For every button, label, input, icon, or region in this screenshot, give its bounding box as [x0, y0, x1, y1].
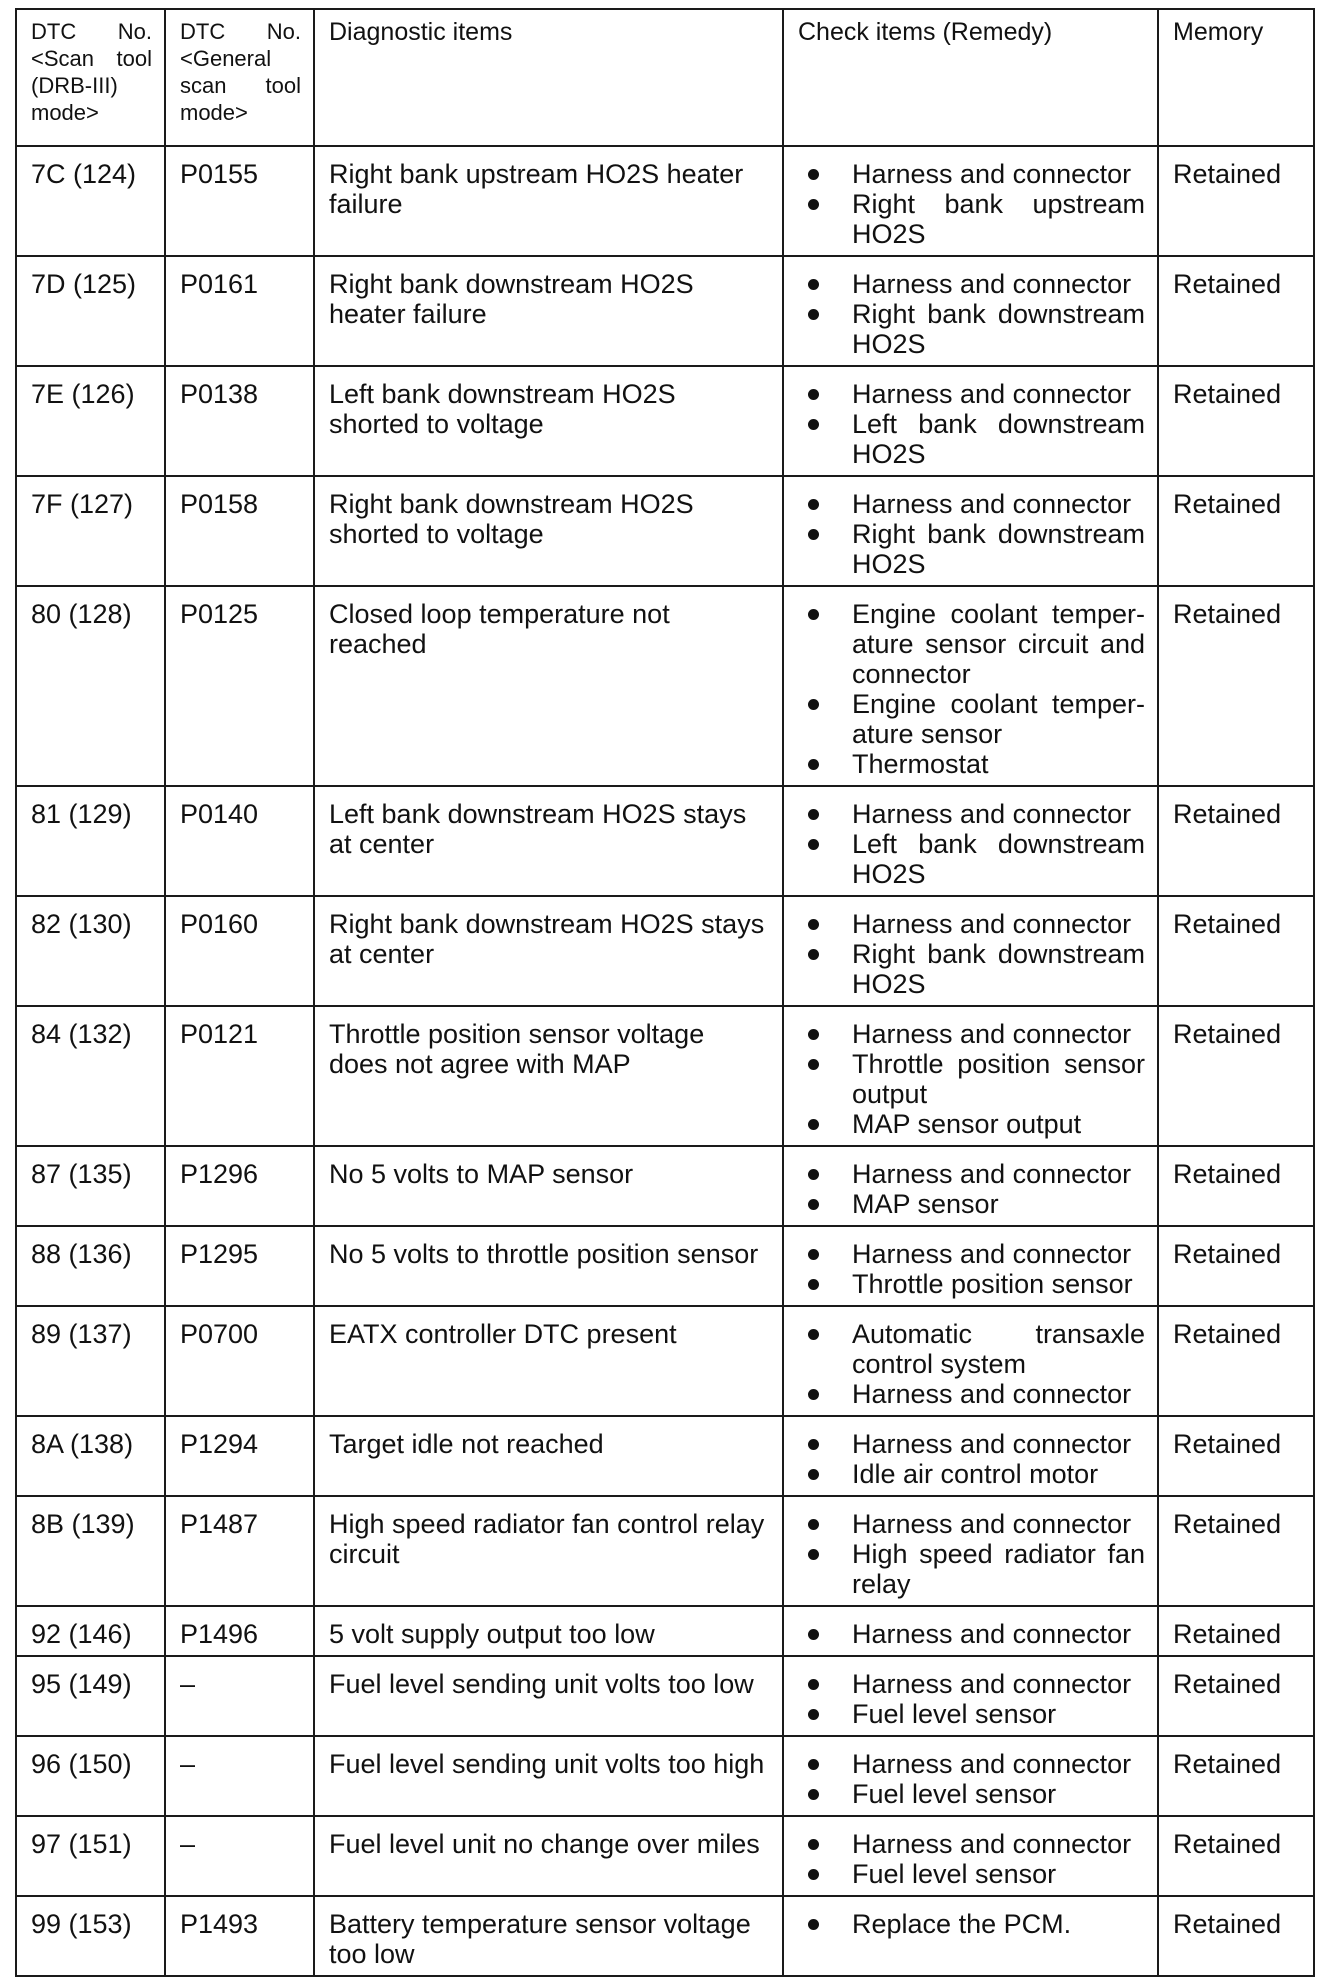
dtc-general-code-cell: P0155 [165, 146, 314, 256]
dtc-general-code-cell: P0158 [165, 476, 314, 586]
check-item: Fuel level sensor [798, 1779, 1145, 1809]
header-dtc-scan-tool: DTC No. <Scan tool (DRB-III) mode> [16, 9, 165, 146]
dtc-general-code-cell: P1493 [165, 1896, 314, 1976]
check-items-list [798, 1319, 1145, 1409]
check-item: Right bank downstream HO2S [798, 519, 1145, 579]
memory-cell: Retained [1158, 1306, 1314, 1416]
dtc-scan-tool-cell: 82 (130) [16, 896, 165, 1006]
header-diagnostic-items: Diagnostic items [314, 9, 783, 146]
check-items-cell [783, 1306, 1158, 1416]
check-items-list [798, 1159, 1145, 1219]
check-item: Harness and connector [798, 1749, 1145, 1779]
diagnostic-item-cell: Throttle position sensor voltage does not agree with MAP [314, 1006, 783, 1146]
memory-cell: Retained [1158, 586, 1314, 786]
check-items-list [798, 799, 1145, 889]
memory-cell: Retained [1158, 476, 1314, 586]
dtc-general-code-cell: P1496 [165, 1606, 314, 1656]
diagnostic-item-cell: 5 volt supply output too low [314, 1606, 783, 1656]
dtc-scan-tool-cell: 92 (146) [16, 1606, 165, 1656]
dtc-general-code-cell: P1487 [165, 1496, 314, 1606]
check-item: Automatic transaxle control system [798, 1319, 1145, 1379]
check-items-list [798, 1509, 1145, 1599]
check-items-list [798, 159, 1145, 249]
check-items-list [798, 269, 1145, 359]
check-item: Fuel level sensor [798, 1699, 1145, 1729]
table-row [16, 1146, 1314, 1226]
check-items-list [798, 1429, 1145, 1489]
diagnostic-item-cell: Fuel level sending unit volts too high [314, 1736, 783, 1816]
check-items-cell [783, 1606, 1158, 1656]
check-items-cell [783, 1496, 1158, 1606]
diagnostic-item-cell: Right bank downstream HO2S stays at center [314, 896, 783, 1006]
dtc-general-code-cell: P0700 [165, 1306, 314, 1416]
dtc-general-code-cell: P1295 [165, 1226, 314, 1306]
dtc-scan-tool-cell: 7C (124) [16, 146, 165, 256]
check-items-list [798, 599, 1145, 779]
check-item: Right bank downstream HO2S [798, 299, 1145, 359]
check-items-list [798, 379, 1145, 469]
dtc-table-page [15, 8, 1313, 1977]
check-items-cell [783, 1146, 1158, 1226]
dtc-scan-tool-cell: 84 (132) [16, 1006, 165, 1146]
check-item: Harness and connector [798, 379, 1145, 409]
check-items-list [798, 1669, 1145, 1729]
dtc-table [15, 8, 1315, 1977]
memory-cell: Retained [1158, 896, 1314, 1006]
diagnostic-item-cell: EATX controller DTC present [314, 1306, 783, 1416]
memory-cell: Retained [1158, 256, 1314, 366]
diagnostic-item-cell: Right bank downstream HO2S heater failure [314, 256, 783, 366]
table-row [16, 896, 1314, 1006]
table-row [16, 366, 1314, 476]
check-items-cell [783, 1656, 1158, 1736]
dtc-scan-tool-cell: 81 (129) [16, 786, 165, 896]
check-item: Replace the PCM. [798, 1909, 1145, 1939]
dtc-scan-tool-cell: 8B (139) [16, 1496, 165, 1606]
check-item: Right bank downstream HO2S [798, 939, 1145, 999]
check-item: Harness and connector [798, 1429, 1145, 1459]
check-items-cell [783, 1416, 1158, 1496]
table-row [16, 476, 1314, 586]
check-item: Harness and connector [798, 1379, 1145, 1409]
check-item: Throttle position sensor [798, 1269, 1145, 1299]
table-row [16, 1896, 1314, 1976]
table-row [16, 1606, 1314, 1656]
diagnostic-item-cell: Left bank downstream HO2S stays at center [314, 786, 783, 896]
check-item: High speed radiator fan relay [798, 1539, 1145, 1599]
dtc-general-code-cell: P1294 [165, 1416, 314, 1496]
dtc-scan-tool-cell: 8A (138) [16, 1416, 165, 1496]
diagnostic-item-cell: Right bank downstream HO2S shorted to voltage [314, 476, 783, 586]
dtc-general-code-cell: – [165, 1816, 314, 1896]
table-row [16, 146, 1314, 256]
check-item: Harness and connector [798, 1159, 1145, 1189]
check-items-cell [783, 366, 1158, 476]
check-item: Left bank downstream HO2S [798, 829, 1145, 889]
dtc-scan-tool-cell: 87 (135) [16, 1146, 165, 1226]
dtc-general-code-cell: P0121 [165, 1006, 314, 1146]
check-item: Thermostat [798, 749, 1145, 779]
table-row [16, 256, 1314, 366]
check-items-cell [783, 896, 1158, 1006]
table-row [16, 1006, 1314, 1146]
memory-cell: Retained [1158, 1656, 1314, 1736]
memory-cell: Retained [1158, 1496, 1314, 1606]
table-row [16, 1736, 1314, 1816]
memory-cell: Retained [1158, 1606, 1314, 1656]
dtc-general-code-cell: P0125 [165, 586, 314, 786]
check-item: Harness and connector [798, 1619, 1145, 1649]
memory-cell: Retained [1158, 1146, 1314, 1226]
check-items-cell [783, 1896, 1158, 1976]
dtc-scan-tool-cell: 80 (128) [16, 586, 165, 786]
memory-cell: Retained [1158, 1006, 1314, 1146]
check-item: MAP sensor [798, 1189, 1145, 1219]
diagnostic-item-cell: Battery temperature sensor voltage too low [314, 1896, 783, 1976]
check-item: Harness and connector [798, 1019, 1145, 1049]
diagnostic-item-cell: Fuel level unit no change over miles [314, 1816, 783, 1896]
dtc-general-code-cell: – [165, 1736, 314, 1816]
check-item: Harness and connector [798, 1669, 1145, 1699]
memory-cell: Retained [1158, 366, 1314, 476]
check-item: Right bank upstream HO2S [798, 189, 1145, 249]
check-item: Harness and connector [798, 269, 1145, 299]
memory-cell: Retained [1158, 786, 1314, 896]
check-item: Harness and connector [798, 159, 1145, 189]
dtc-scan-tool-cell: 7E (126) [16, 366, 165, 476]
check-item: MAP sensor output [798, 1109, 1145, 1139]
check-items-list [798, 489, 1145, 579]
table-header-row [16, 9, 1314, 146]
table-row [16, 1306, 1314, 1416]
dtc-scan-tool-cell: 7D (125) [16, 256, 165, 366]
dtc-scan-tool-cell: 89 (137) [16, 1306, 165, 1416]
dtc-scan-tool-cell: 7F (127) [16, 476, 165, 586]
dtc-scan-tool-cell: 97 (151) [16, 1816, 165, 1896]
dtc-general-code-cell: P0160 [165, 896, 314, 1006]
memory-cell: Retained [1158, 1416, 1314, 1496]
check-item: Engine coolant temper-ature sensor [798, 689, 1145, 749]
dtc-general-code-cell: P1296 [165, 1146, 314, 1226]
check-item: Harness and connector [798, 489, 1145, 519]
table-row [16, 1416, 1314, 1496]
memory-cell: Retained [1158, 1816, 1314, 1896]
dtc-scan-tool-cell: 95 (149) [16, 1656, 165, 1736]
check-item: Engine coolant temper-ature sensor circuit and connector [798, 599, 1145, 689]
check-items-list [798, 1829, 1145, 1889]
check-items-list [798, 1749, 1145, 1809]
table-row [16, 1816, 1314, 1896]
check-items-cell [783, 586, 1158, 786]
check-item: Harness and connector [798, 1239, 1145, 1269]
check-items-cell [783, 1816, 1158, 1896]
dtc-general-code-cell: – [165, 1656, 314, 1736]
check-items-cell [783, 1736, 1158, 1816]
check-item: Left bank downstream HO2S [798, 409, 1145, 469]
check-items-cell [783, 1226, 1158, 1306]
check-item: Harness and connector [798, 1509, 1145, 1539]
table-row [16, 786, 1314, 896]
check-items-cell [783, 1006, 1158, 1146]
check-items-cell [783, 786, 1158, 896]
check-items-list [798, 909, 1145, 999]
table-row [16, 1496, 1314, 1606]
memory-cell: Retained [1158, 1736, 1314, 1816]
diagnostic-item-cell: Target idle not reached [314, 1416, 783, 1496]
check-items-list [798, 1239, 1145, 1299]
check-item: Harness and connector [798, 909, 1145, 939]
diagnostic-item-cell: No 5 volts to MAP sensor [314, 1146, 783, 1226]
check-items-list [798, 1019, 1145, 1139]
diagnostic-item-cell: Left bank downstream HO2S shorted to voltage [314, 366, 783, 476]
check-item: Harness and connector [798, 799, 1145, 829]
header-memory: Memory [1158, 9, 1314, 146]
header-dtc-general-scan-tool: DTC No. <General scan tool mode> [165, 9, 314, 146]
table-row [16, 1226, 1314, 1306]
check-item: Throttle position sensor output [798, 1049, 1145, 1109]
dtc-scan-tool-cell: 88 (136) [16, 1226, 165, 1306]
memory-cell: Retained [1158, 146, 1314, 256]
check-item: Harness and connector [798, 1829, 1145, 1859]
diagnostic-item-cell: No 5 volts to throttle position sensor [314, 1226, 783, 1306]
header-check-items: Check items (Remedy) [783, 9, 1158, 146]
check-item: Fuel level sensor [798, 1859, 1145, 1889]
check-item: Idle air control motor [798, 1459, 1145, 1489]
dtc-general-code-cell: P0140 [165, 786, 314, 896]
memory-cell: Retained [1158, 1896, 1314, 1976]
diagnostic-item-cell: Fuel level sending unit volts too low [314, 1656, 783, 1736]
diagnostic-item-cell: High speed radiator fan control relay circuit [314, 1496, 783, 1606]
check-items-list [798, 1909, 1145, 1939]
memory-cell: Retained [1158, 1226, 1314, 1306]
table-row [16, 1656, 1314, 1736]
dtc-general-code-cell: P0161 [165, 256, 314, 366]
dtc-scan-tool-cell: 96 (150) [16, 1736, 165, 1816]
dtc-scan-tool-cell: 99 (153) [16, 1896, 165, 1976]
check-items-cell [783, 146, 1158, 256]
table-row [16, 586, 1314, 786]
dtc-general-code-cell: P0138 [165, 366, 314, 476]
diagnostic-item-cell: Right bank upstream HO2S heater failure [314, 146, 783, 256]
check-items-cell [783, 256, 1158, 366]
check-items-cell [783, 476, 1158, 586]
check-items-list [798, 1619, 1145, 1649]
diagnostic-item-cell: Closed loop temperature not reached [314, 586, 783, 786]
